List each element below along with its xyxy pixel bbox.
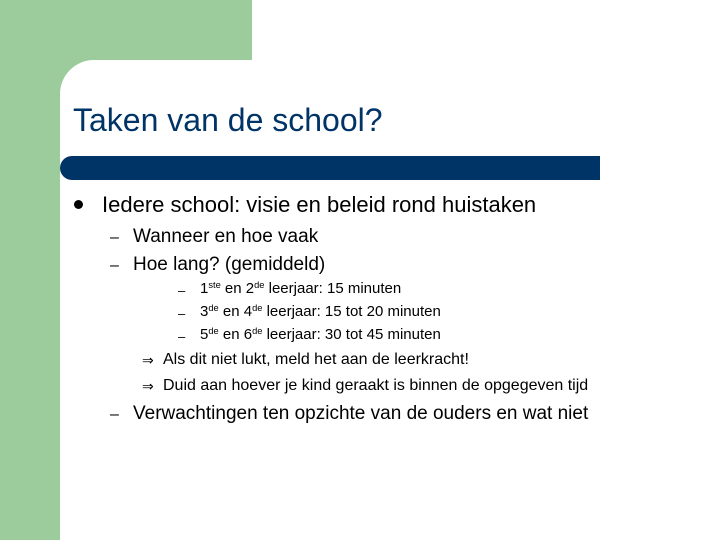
connector: en (220, 280, 246, 297)
grade-from: 3 (200, 303, 209, 320)
double-right-arrow-icon: ⇒ (142, 378, 154, 394)
arrow-point: Als dit niet lukt, meld het aan de leerkracht! (163, 351, 469, 368)
grade-suffix: ste (208, 279, 221, 290)
double-right-arrow-icon: ⇒ (142, 352, 154, 368)
duration-text: leerjaar: 15 minuten (264, 280, 402, 297)
arrow-point: Duid aan hoever je kind geraakt is binnen de opgegeven tijd (163, 377, 589, 394)
grade-from: 1 (200, 280, 209, 297)
dash-bullet-icon: – (178, 283, 186, 298)
sub-point: Hoe lang? (gemiddeld) (133, 254, 326, 275)
duration-item (200, 280, 401, 297)
title-underline-bar (60, 156, 600, 180)
sub-point: Wanneer en hoe vaak (133, 226, 319, 247)
dash-bullet-icon: – (178, 329, 186, 344)
dash-bullet-icon: – (110, 229, 119, 246)
grade-suffix: de (208, 325, 219, 336)
connector: en (218, 303, 244, 320)
duration-item (200, 303, 441, 320)
duration-item (200, 326, 441, 343)
grade-to: 4 (243, 303, 253, 320)
duration-text: leerjaar: 15 tot 20 minuten (262, 303, 441, 320)
grade-to: 2 (245, 280, 255, 297)
filled-circle-bullet-icon (74, 200, 83, 209)
duration-text: leerjaar: 30 tot 45 minuten (262, 326, 441, 343)
dash-bullet-icon: – (178, 306, 186, 321)
green-left-bar (0, 0, 60, 540)
slide-title: Taken van de school? (73, 102, 383, 138)
grade-suffix: de (252, 325, 263, 336)
grade-suffix: de (208, 302, 219, 313)
dash-bullet-icon: – (110, 257, 119, 274)
sub-point: Verwachtingen ten opzichte van de ouders en wat niet (133, 403, 589, 424)
dash-bullet-icon: – (110, 406, 119, 423)
grade-to: 6 (243, 326, 253, 343)
grade-suffix: de (254, 279, 265, 290)
grade-from: 5 (200, 326, 209, 343)
grade-suffix: de (252, 302, 263, 313)
main-point: Iedere school: visie en beleid rond huistaken (102, 192, 537, 217)
connector: en (218, 326, 244, 343)
